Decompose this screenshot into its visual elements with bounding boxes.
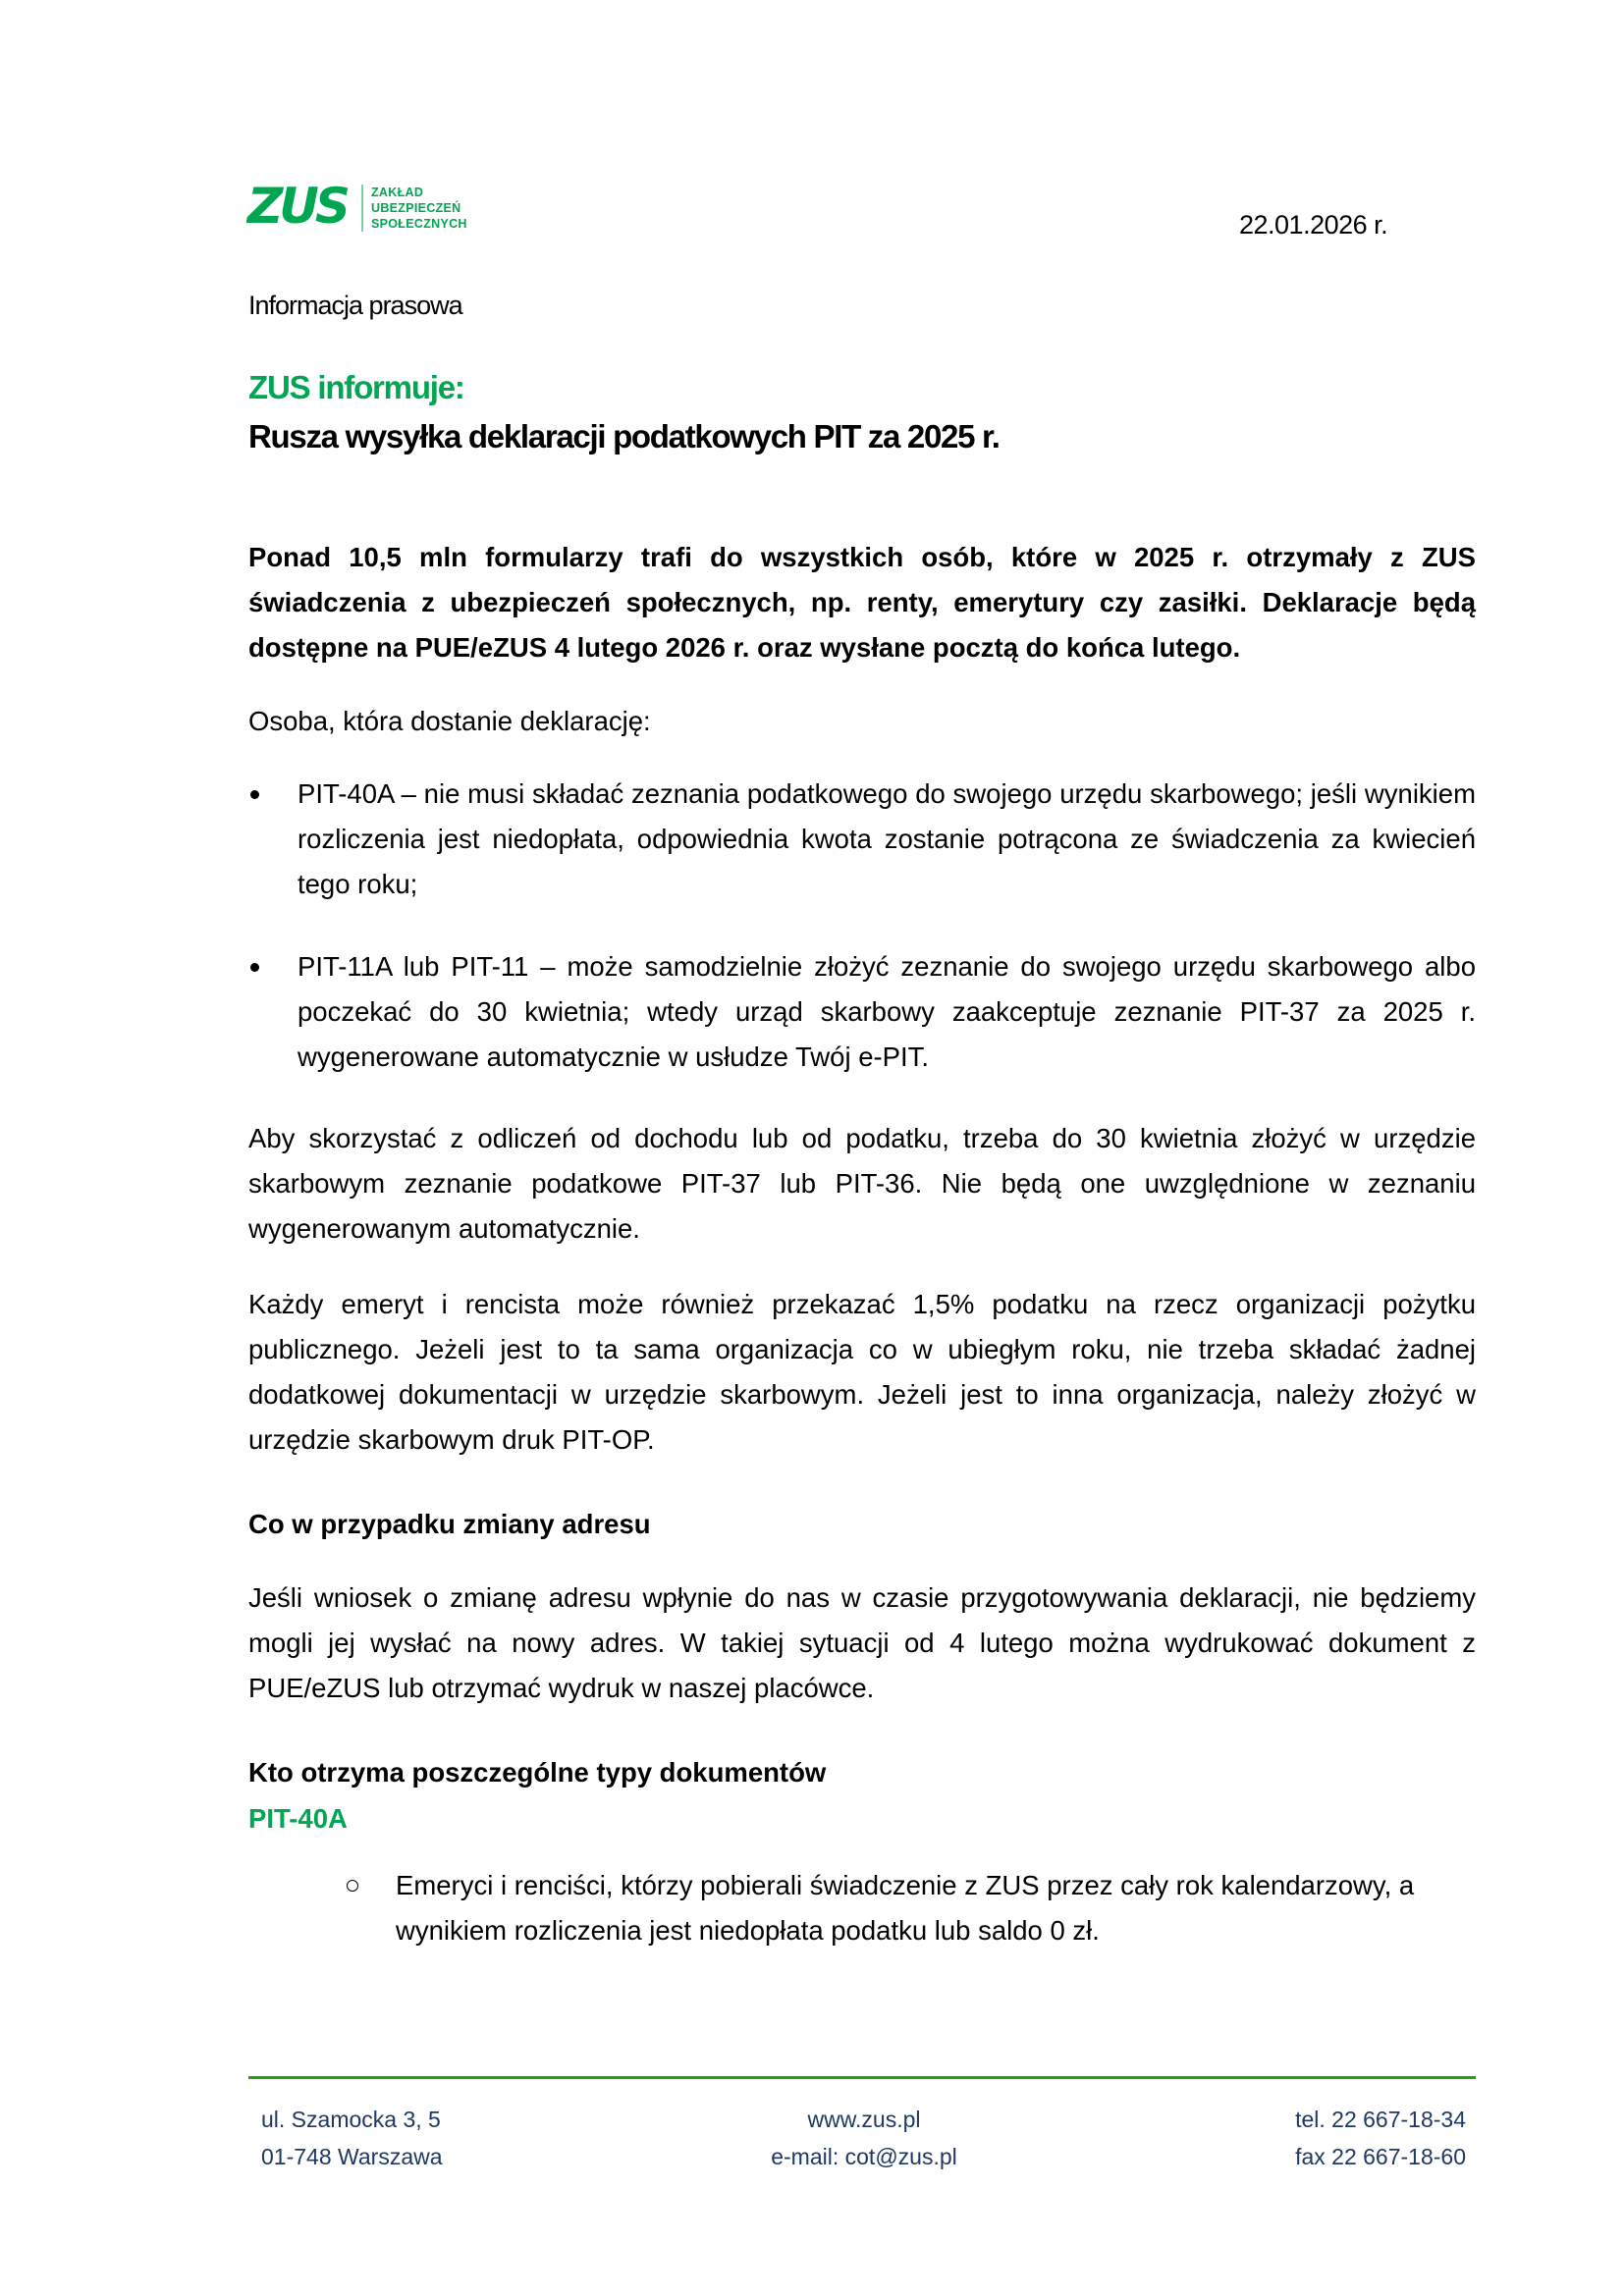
opp-paragraph: Każdy emeryt i rencista może również przekazać 1,5% podatku na rzecz organizacji pożytku publicznego. Jeżeli jest to ta sama organizacja co w ubiegłym roku, nie trzeba składać żadnej dodatkowej dokumentacji w urzędzie skarbowym. Jeżeli jest to inna organizacja, należy złożyć w urzędzie skarbowym druk PIT-OP. xyxy=(248,1289,1476,1455)
footer-website-link[interactable]: www.zus.pl xyxy=(807,2107,921,2132)
footer-contact xyxy=(1168,2101,1466,2175)
footer-fax: fax 22 667-18-60 xyxy=(1295,2144,1466,2169)
footer-street: ul. Szamocka 3, 5 xyxy=(261,2107,441,2132)
footer-city: 01-748 Warszawa xyxy=(261,2144,443,2169)
zus-logo xyxy=(247,178,483,236)
deductions-paragraph: Aby skorzystać z odliczeń od dochodu lub od podatku, trzeba do 30 kwietnia złożyć w urzędzie skarbowym zeznanie podatkowe PIT-37 lub PIT-36. Nie będą one uwzględnione w zeznaniu wygenerowanym automatycznie. xyxy=(248,1123,1476,1244)
logo-wordmark xyxy=(371,185,467,232)
document-date: 22.01.2026 r. xyxy=(1239,210,1388,240)
section-heading-address: Co w przypadku zmiany adresu xyxy=(248,1509,651,1539)
list-item xyxy=(248,772,1476,907)
logo-line-2: UBEZPIECZEŃ xyxy=(371,201,461,215)
footer-address xyxy=(261,2101,443,2175)
list-item-text: PIT-11A lub PIT-11 – może samodzielnie złożyć zeznanie do swojego urzędu skarbowego albo poczekać do 30 kwietnia; wtedy urząd skarbowy zaakceptuje zeznanie PIT-37 za 2025 r. wygenerowane automatycznie w usłudze Twój e-PIT. xyxy=(298,951,1476,1072)
list-item-text: PIT-40A – nie musi składać zeznania podatkowego do swojego urzędu skarbowego; jeśli wynikiem rozliczenia jest niedopłata, odpowiednia kwota zostanie potrącona ze świadczenia za kwiecień tego roku; xyxy=(298,778,1476,899)
page-title: Rusza wysyłka deklaracji podatkowych PIT za 2025 r. xyxy=(248,418,1000,454)
list-item xyxy=(248,944,1476,1080)
logo-mark: ZUS xyxy=(247,178,347,235)
footer-web xyxy=(707,2101,1021,2175)
footer-phone: tel. 22 667-18-34 xyxy=(1295,2107,1466,2132)
subheading-pit-40a: PIT-40A xyxy=(248,1803,348,1834)
document-type: Informacja prasowa xyxy=(248,291,462,320)
sub-list-item-text: Emeryci i renciści, którzy pobierali świadczenie z ZUS przez cały rok kalendarzowy, a wynikiem rozliczenia jest niedopłata podatku lub saldo 0 zł. xyxy=(396,1870,1415,1946)
section-heading-types: Kto otrzyma poszczególne typy dokumentów xyxy=(248,1757,827,1788)
footer-email-link[interactable]: e-mail: cot@zus.pl xyxy=(771,2144,957,2169)
logo-line-1: ZAKŁAD xyxy=(371,186,424,199)
sub-list-item xyxy=(347,1863,1476,1953)
footer-divider xyxy=(248,2076,1476,2079)
intro-paragraph: Osoba, która dostanie deklarację: xyxy=(248,706,651,736)
kicker-heading: ZUS informuje: xyxy=(248,369,464,405)
logo-divider xyxy=(361,185,363,232)
logo-line-3: SPOŁECZNYCH xyxy=(371,217,467,231)
lead-paragraph: Ponad 10,5 mln formularzy trafi do wszystkich osób, które w 2025 r. otrzymały z ZUS świadczenia z ubezpieczeń społecznych, np. renty, emerytury czy zasiłki. Deklaracje będą dostępne na PUE/eZUS 4 lutego 2026 r. oraz wysłane pocztą do końca lutego. xyxy=(248,542,1476,663)
address-paragraph: Jeśli wniosek o zmianę adresu wpłynie do nas w czasie przygotowywania deklaracji, nie będziemy mogli jej wysłać na nowy adres. W takiej sytuacji od 4 lutego można wydrukować dokument z PUE/eZUS lub otrzymać wydruk w naszej placówce. xyxy=(248,1582,1476,1703)
circle-bullet-icon xyxy=(347,1880,358,1892)
